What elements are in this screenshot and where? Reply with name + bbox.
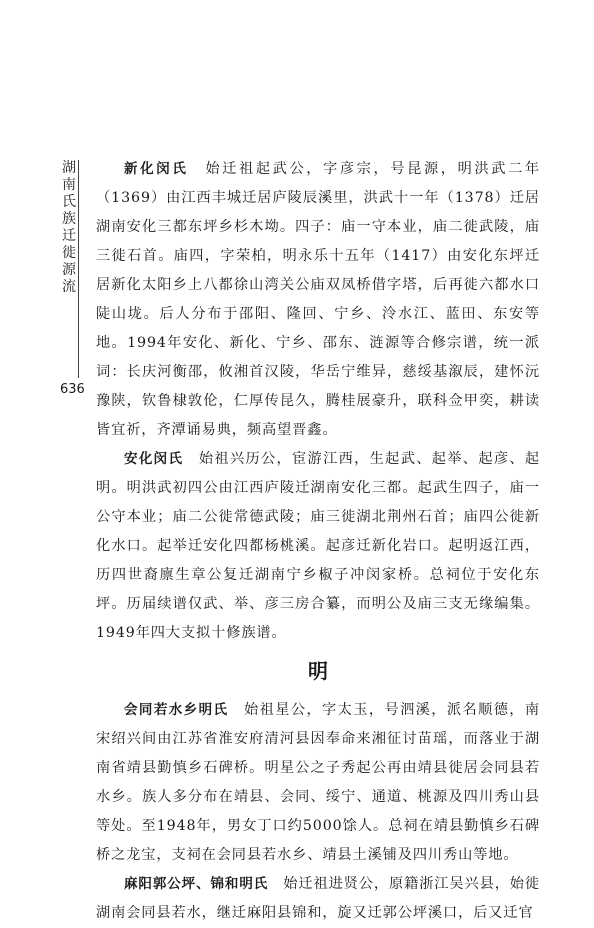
running-title: 湖南氏族迁徙源流 (62, 160, 76, 295)
clan-name: 安化闵氏 (124, 451, 184, 467)
entry-text: 始祖星公，字太玉，号泗溪，派名顺德，南宋绍兴间由江苏省淮安府清河县因奉命来湘征讨苗瑶，而落业于湖南省靖县勤慎乡石碑桥。明星公之子秀起公再由靖县徙居会同县若水乡。族人多分布在靖县、会同、绥宁、通道、桃源及四川秀山县等处。至1948年，男女丁口约5000馀人。总祠在靖县勤慎乡石碑桥之龙宝，支祠在会同县若水乡、靖县土溪铺及四川秀山等地。 (96, 702, 540, 863)
entry-text: 始迁祖进贤公，原籍浙江吴兴县，始徙湖南会同县若水，继迁麻阳县锦和，旋又迁郭公坪溪口，后又迁官 (96, 876, 540, 921)
entry-anhua-min (96, 445, 540, 648)
section-heading: 明 (308, 659, 328, 683)
entry-text: 始祖兴历公，宦游江西，生起武、起举、起彦、起明。明洪武初四公由江西庐陵迁湖南安化三都。起武生四子，庙一公守本业；庙二公徙常德武陵；庙三徙湖北荆州石首；庙四公徙新化水口。起举迁安化四都杨桃溪。起彦迁新化岩口。起明返江西，历四世裔廪生章公复迁湖南宁乡椒子冲闵家桥。总祠位于安化东坪。历届续谱仅武、举、彦三房合纂，而明公及庙三支无缘编集。1949年四大支拟十修族谱。 (96, 451, 540, 641)
clan-name: 新化闵氏 (124, 161, 189, 177)
entry-mayang-ming (96, 870, 540, 928)
entry-text: 始迁祖起武公，字彦宗，号昆源，明洪武二年（1369）由江西丰城迁居庐陵辰溪里，洪武十一年（1378）迁居湖南安化三都东坪乡杉木坳。四子：庙一守本业，庙二徙武陵，庙三徙石首。庙四，字荣柏，明永乐十五年（1417）由安化东坪迁居新化太阳乡上八都徐山湾关公庙双凤桥借字塔，后再徙六都水口陡山垅。后人分布于邵阳、隆回、宁乡、泠水江、蓝田、东安等地。1994年安化、新化、宁乡、邵东、涟源等合修宗谱，统一派词：长庆河衡邵，攸湘首汉陵，华岳宁维异，慈绥基溆辰，建怀沅豫陕，钦鲁棣敦伦，仁厚传昆久，腾桂展豪升，联科佥甲奕，耕读皆宜祈，齐潭诵易典，频高望晋鑫。 (96, 161, 540, 438)
clan-name: 麻阳郭公坪、锦和明氏 (124, 876, 269, 892)
page-number: 636 (60, 382, 85, 397)
entry-huitong-ming (96, 696, 540, 870)
margin-rule (78, 160, 79, 378)
main-text (96, 155, 540, 928)
entry-xinhua-min (96, 155, 540, 445)
clan-name: 会同若水乡明氏 (124, 702, 229, 718)
